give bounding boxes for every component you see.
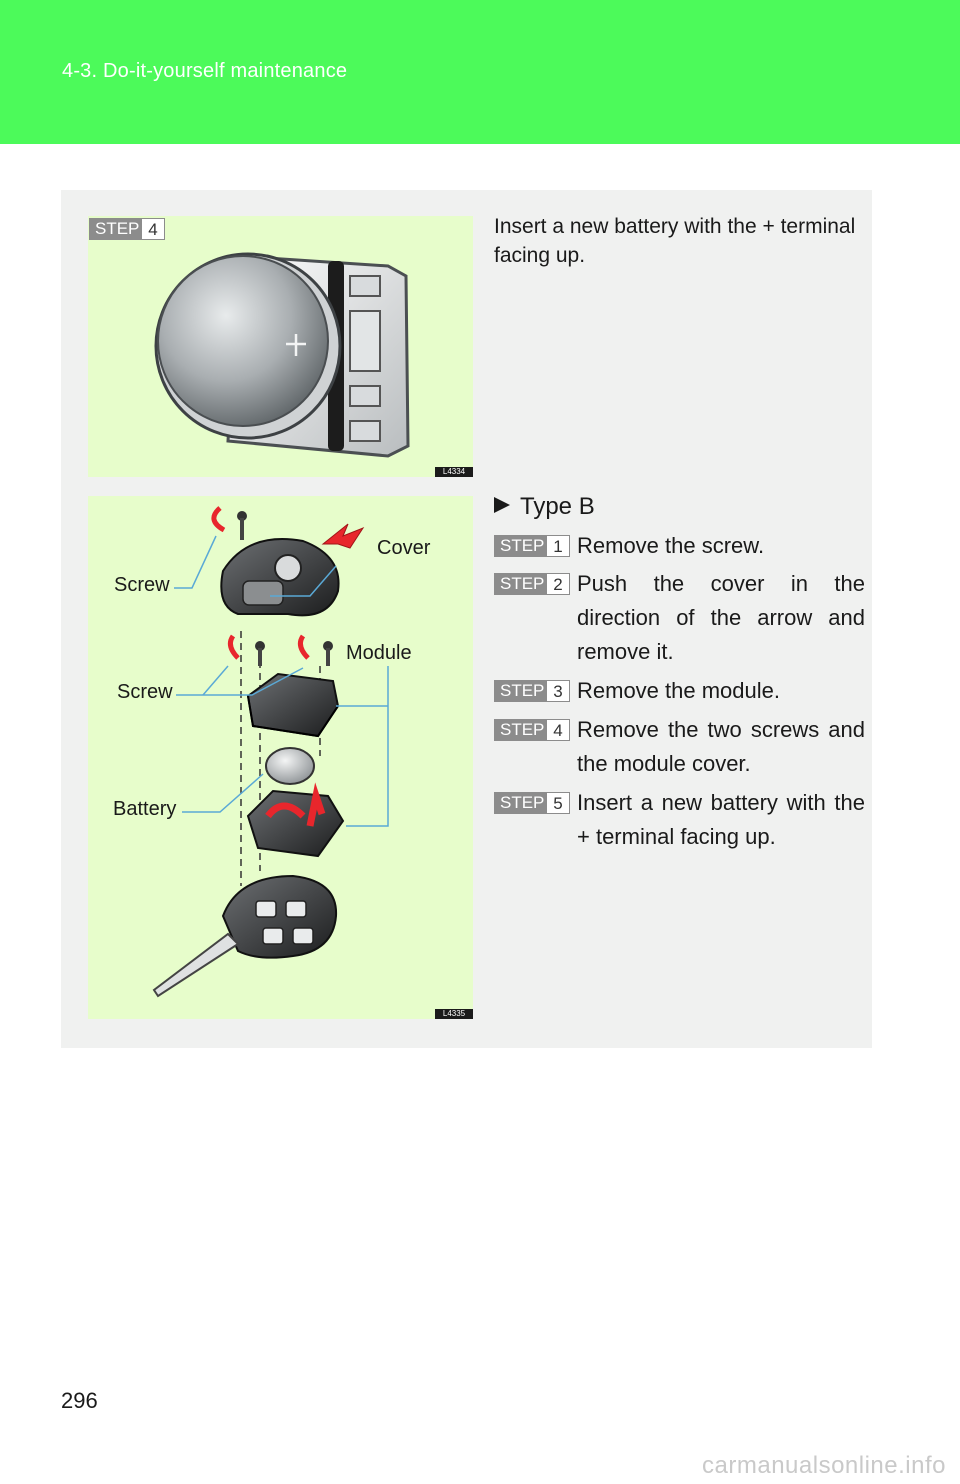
key-exploded-figure — [88, 496, 473, 1019]
callout-battery: Battery — [113, 798, 177, 820]
step-badge-number: 3 — [546, 680, 570, 702]
figure-code: L4334 — [435, 467, 473, 477]
type-b-label: Type B — [520, 493, 595, 520]
step-badge-number: 1 — [546, 535, 570, 557]
intro-text: Insert a new battery with the + terminal facing up. — [494, 215, 856, 267]
battery-illustration — [88, 216, 473, 477]
type-b-heading — [494, 490, 595, 524]
step-badge-label: STEP — [494, 573, 546, 595]
step-badge-number: 2 — [546, 573, 570, 595]
step-badge — [494, 535, 570, 557]
step-badge — [494, 680, 570, 702]
section-title: 4-3. Do-it-yourself maintenance — [62, 60, 348, 82]
step-badge-label: STEP — [494, 719, 546, 741]
step-badge-number: 4 — [141, 218, 165, 240]
step-badge-label: STEP — [89, 218, 141, 240]
callout-module: Module — [346, 642, 412, 664]
step-3-text: Remove the module. — [577, 678, 780, 703]
page-number: 296 — [61, 1388, 98, 1413]
callout-cover: Cover — [377, 537, 431, 559]
figure-code: L4335 — [435, 1009, 473, 1019]
battery-figure — [88, 216, 473, 477]
watermark: carmanualsonline.info — [702, 1452, 946, 1479]
step-1-text: Remove the screw. — [577, 533, 765, 558]
step-badge — [89, 218, 165, 240]
step-2-text: Push the cover in the direction of the arrow and remove it. — [577, 571, 865, 664]
callout-screw-module: Screw — [117, 681, 173, 703]
step-badge — [494, 719, 570, 741]
step-5-text: Insert a new battery with the + terminal facing up. — [577, 790, 865, 849]
step-badge-number: 5 — [546, 792, 570, 814]
triangle-bullet-icon — [494, 497, 510, 513]
step-badge — [494, 792, 570, 814]
step-badge-label: STEP — [494, 680, 546, 702]
step-badge-label: STEP — [494, 792, 546, 814]
step-badge-label: STEP — [494, 535, 546, 557]
callout-screw-top: Screw — [114, 574, 170, 596]
step-4-text: Remove the two screws and the module cover. — [577, 717, 865, 776]
header-bar — [0, 0, 960, 144]
step-badge-number: 4 — [546, 719, 570, 741]
step-badge — [494, 573, 570, 595]
